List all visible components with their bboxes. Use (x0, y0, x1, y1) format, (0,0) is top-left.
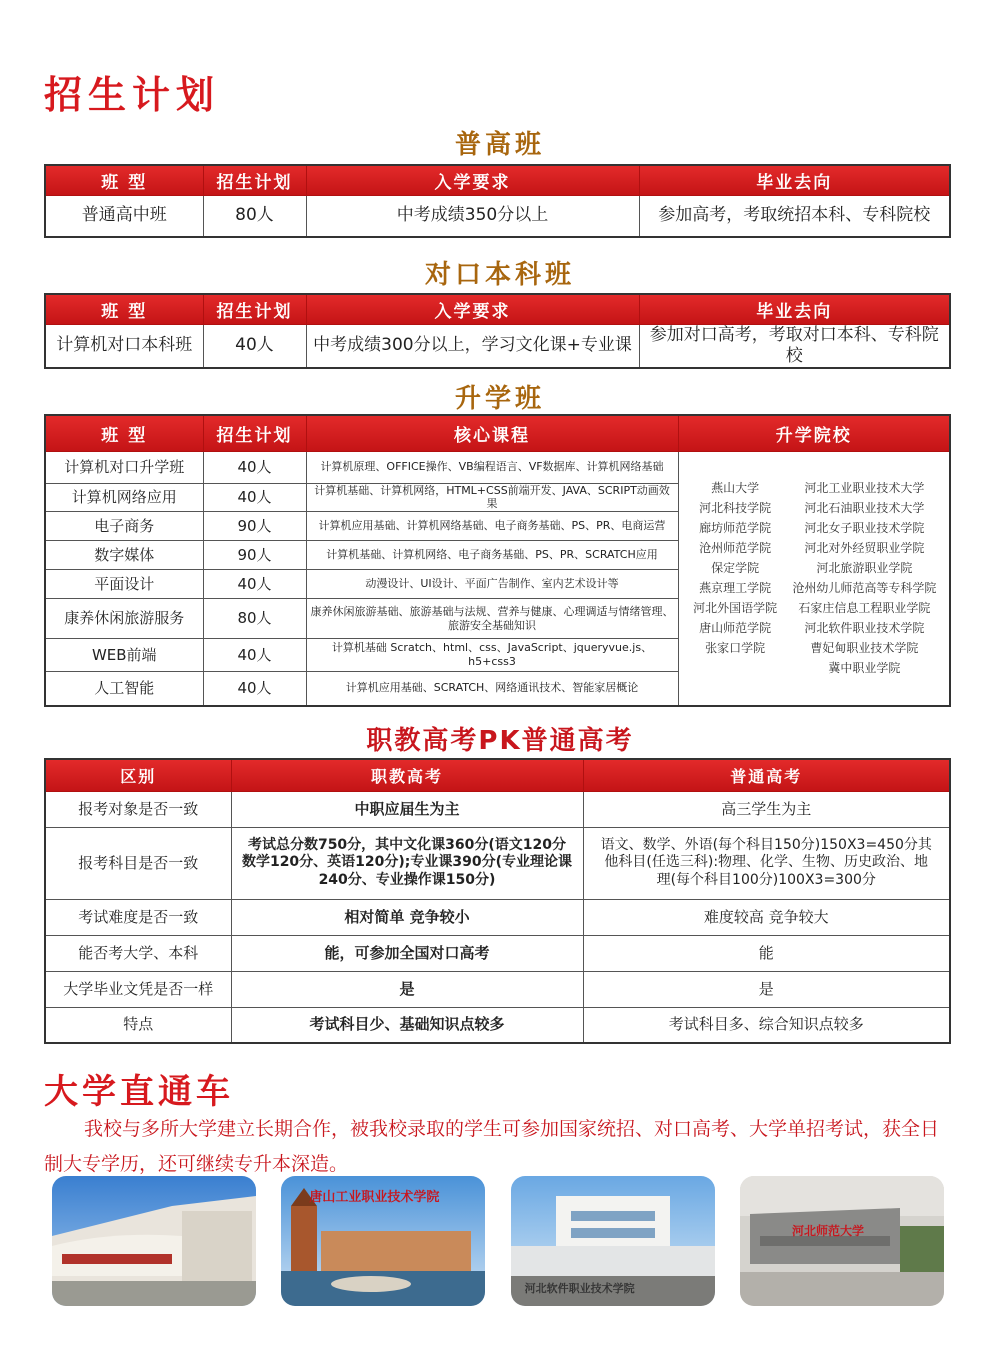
campus-photos (52, 1176, 944, 1308)
table-row (45, 935, 950, 971)
cell-class-type: 康养休闲旅游服务 (45, 599, 203, 639)
cell-courses: 计算机应用基础、SCRATCH、网络通讯技术、智能家居概论 (306, 672, 678, 706)
section-title-duikou: 对口本科班 (424, 260, 575, 290)
header-plan: 招生计划 (203, 415, 306, 451)
school-item: 河北科技学院 (699, 500, 772, 515)
cell-class-type: 计算机对口升学班 (45, 451, 203, 483)
cell-vocational: 相对简单 竞争较小 (231, 899, 583, 935)
campus-photo-1 (52, 1176, 256, 1306)
school-item: 河北石油职业技术大学 (804, 500, 925, 515)
cell-courses: 计算机基础 Scratch、html、css、JavaScript、jqueryvue.js、h5+css3 (306, 639, 678, 672)
table-row (45, 791, 950, 827)
school-item: 曹妃甸职业技术学院 (810, 640, 919, 655)
school-item: 河北旅游职业学院 (816, 560, 913, 575)
school-item: 保定学院 (711, 560, 760, 575)
section-title-pk: 职教高考PK普通高考 (366, 726, 634, 756)
cell-plan: 40人 (203, 324, 306, 368)
school-item: 冀中职业学院 (828, 660, 901, 675)
cell-plan: 40人 (203, 672, 306, 706)
school-item: 张家口学院 (705, 640, 766, 655)
header-requirement: 入学要求 (306, 294, 639, 324)
header-class-type: 班 型 (45, 165, 203, 195)
section-title-shengxue: 升学班 (454, 384, 545, 414)
cell-difference: 能否考大学、本科 (45, 935, 231, 971)
cell-class-type: 人工智能 (45, 672, 203, 706)
cell-vocational: 是 (231, 971, 583, 1007)
cell-general: 能 (583, 935, 950, 971)
cell-difference: 特点 (45, 1007, 231, 1043)
cell-difference: 报考科目是否一致 (45, 827, 231, 899)
cell-class-type: 电子商务 (45, 512, 203, 541)
putong-table (44, 164, 951, 238)
cell-difference: 大学毕业文凭是否一样 (45, 971, 231, 1007)
header-plan: 招生计划 (203, 165, 306, 195)
cell-courses: 计算机应用基础、计算机网络基础、电子商务基础、PS、PR、电商运营 (306, 512, 678, 541)
cell-general: 语文、数学、外语(每个科目150分)150X3=450分其他科目(任选三科):物理、化学、生物、历史政治、地理(每个科目100分)100X3=300分 (583, 827, 950, 899)
duikou-table (44, 293, 951, 369)
table-row (45, 195, 950, 237)
header-schools: 升学院校 (678, 415, 950, 451)
cell-courses: 计算机基础、计算机网络、电子商务基础、PS、PR、SCRATCH应用 (306, 541, 678, 570)
cell-plan: 40人 (203, 483, 306, 512)
table-row (45, 899, 950, 935)
header-plan: 招生计划 (203, 294, 306, 324)
school-item: 沧州幼儿师范高等专科学院 (792, 580, 937, 595)
page-title: 招生计划 (44, 73, 221, 117)
school-item: 燕京理工学院 (699, 580, 772, 595)
header-requirement: 入学要求 (306, 165, 639, 195)
table-row (45, 324, 950, 368)
cell-courses: 计算机基础、计算机网络，HTML+CSS前端开发、JAVA、SCRIPT动画效果 (306, 483, 678, 512)
header-general: 普通高考 (583, 759, 950, 791)
cell-courses: 计算机原理、OFFICE操作、VB编程语言、VF数据库、计算机网络基础 (306, 451, 678, 483)
school-item: 石家庄信息工程职业学院 (798, 600, 931, 615)
cell-vocational: 考试总分数750分，其中文化课360分(语文120分数学120分、英语120分);专业课390分(专业理论课240分、专业操作课150分) (231, 827, 583, 899)
school-item: 河北对外经贸职业学院 (804, 540, 925, 555)
school-item: 河北女子职业技术学院 (804, 520, 925, 535)
cell-vocational: 中职应届生为主 (231, 791, 583, 827)
header-vocational: 职教高考 (231, 759, 583, 791)
schools-cell (678, 451, 950, 706)
cell-class-type: 计算机对口本科班 (45, 324, 203, 368)
cell-plan: 40人 (203, 639, 306, 672)
cell-difference: 报考对象是否一致 (45, 791, 231, 827)
cell-requirement: 中考成绩350分以上 (306, 195, 639, 237)
cell-general: 是 (583, 971, 950, 1007)
cell-class-type: 数字媒体 (45, 541, 203, 570)
cell-destination: 参加对口高考，考取对口本科、专科院校 (639, 324, 950, 368)
cell-courses: 康养休闲旅游基础、旅游基础与法规、营养与健康、心理调适与情绪管理、旅游安全基础知识 (306, 599, 678, 639)
cell-plan: 40人 (203, 451, 306, 483)
header-courses: 核心课程 (306, 415, 678, 451)
school-item: 沧州师范学院 (699, 540, 772, 555)
cell-plan: 40人 (203, 570, 306, 599)
cell-plan: 80人 (203, 195, 306, 237)
cell-class-type: 计算机网络应用 (45, 483, 203, 512)
campus-caption: 河北师范大学 (791, 1224, 864, 1238)
header-destination: 毕业去向 (639, 165, 950, 195)
cell-class-type: 普通高中班 (45, 195, 203, 237)
school-item (685, 661, 786, 676)
cell-plan: 90人 (203, 541, 306, 570)
school-item: 廊坊师范学院 (699, 520, 772, 535)
campus-photo-4 (740, 1176, 944, 1306)
school-list (685, 481, 944, 676)
school-item: 燕山大学 (711, 480, 760, 495)
campus-caption: 河北软件职业技术学院 (524, 1282, 635, 1295)
cell-general: 难度较高 竞争较大 (583, 899, 950, 935)
cell-vocational: 考试科目少、基础知识点较多 (231, 1007, 583, 1043)
header-class-type: 班 型 (45, 415, 203, 451)
header-destination: 毕业去向 (639, 294, 950, 324)
cell-general: 考试科目多、综合知识点较多 (583, 1007, 950, 1043)
campus-photo-3 (511, 1176, 715, 1306)
direct-intro: 我校与多所大学建立长期合作，被我校录取的学生可参加国家统招、对口高考、大学单招考试，获全日制大专学历，还可继续专升本深造。 (44, 1118, 940, 1175)
school-item: 唐山师范学院 (699, 620, 772, 635)
table-row (45, 451, 950, 483)
cell-destination: 参加高考，考取统招本科、专科院校 (639, 195, 950, 237)
header-difference: 区别 (45, 759, 231, 791)
pk-table (44, 758, 951, 1044)
shengxue-table (44, 414, 951, 707)
campus-caption: 唐山工业职业技术学院 (309, 1190, 440, 1205)
cell-difference: 考试难度是否一致 (45, 899, 231, 935)
school-item: 河北外国语学院 (693, 600, 778, 615)
school-item: 河北软件职业技术学院 (804, 620, 925, 635)
cell-vocational: 能，可参加全国对口高考 (231, 935, 583, 971)
cell-requirement: 中考成绩300分以上，学习文化课+专业课 (306, 324, 639, 368)
table-row (45, 971, 950, 1007)
cell-class-type: 平面设计 (45, 570, 203, 599)
cell-class-type: WEB前端 (45, 639, 203, 672)
cell-general: 高三学生为主 (583, 791, 950, 827)
table-row (45, 827, 950, 899)
cell-plan: 90人 (203, 512, 306, 541)
table-row (45, 1007, 950, 1043)
campus-photo-2 (281, 1176, 485, 1306)
section-title-putong: 普高班 (454, 130, 545, 160)
cell-courses: 动漫设计、UI设计、平面广告制作、室内艺术设计等 (306, 570, 678, 599)
school-item: 河北工业职业技术大学 (804, 480, 925, 495)
cell-plan: 80人 (203, 599, 306, 639)
direct-title: 大学直通车 (44, 1072, 234, 1112)
header-class-type: 班 型 (45, 294, 203, 324)
